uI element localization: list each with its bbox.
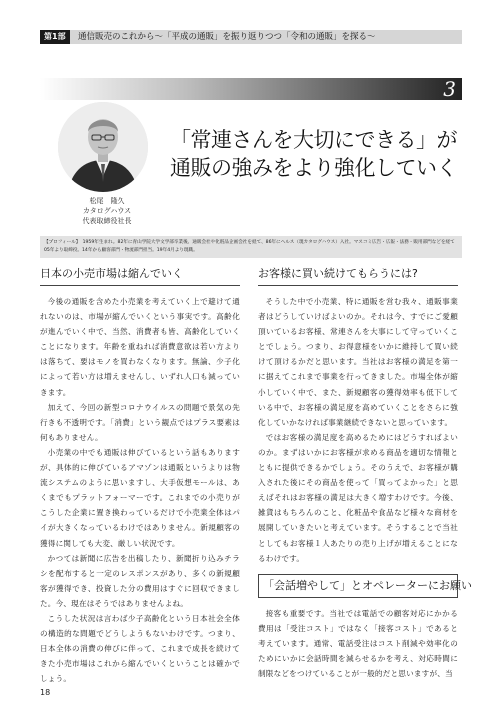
section-heading-boxed: 「会話増やして」とオペレーターにお願い [258, 574, 458, 598]
profile-box: 【プロフィール】 1959年生まれ。82年に青山学院大学文学部卒業後、通販会社や化粧品企画会社を経て、86年にヘルス（現カタログハウス）入社。マスコミ広告・広報・法務・販用部門などを経て05年より取締役。14年から顧客部門・物流部門担当。19年4月より現職。 [40, 236, 462, 258]
headline-line-1: 「常連さんを大切にできる」が [170, 128, 457, 152]
paragraph: 小売業の中でも通販は伸びているという話もありますが、具体的に伸びているアマゾンは通販というよりは物流システムのように思いますし、大手仮想モールは、あくまでもプラットフォーマーです。これまでの小売りがこうした企業に置き換わっているだけで小売業全体はパイが大きくなっているわけではありません。新規顧客の獲得に関しても大変、厳しい状況です。 [40, 447, 240, 548]
right-column [258, 266, 472, 681]
page-number: 18 [40, 688, 51, 697]
portrait-image [58, 102, 148, 192]
paragraph: そうした中で小売業、特に通販を営む我々、通販事業者はどうしていけばよいのか。それは今、すでにご愛顧頂いているお客様、常連さんを大事にして守っていくことでしょう。つまり、お得意様をいかに維持して買い続けて頂けるかだと思います。当社はお客様の満足を第一に据えてこれまで事業を行ってきました。市場全体が縮小していく中で、また、新規顧客の獲得効率も低下している中で、お客様の満足度を高めていくことをさらに強化していかなければ事業継続できないと思っています。 [258, 297, 458, 427]
headline-line-2: 通販の強みをより強化していく [170, 156, 457, 180]
section-heading: お客様に買い続けてもらうには? [258, 266, 458, 286]
paragraph: ではお客様の満足度を高めるためにはどうすればよいのか。まずはいかにお客様が求める商品を適切な情報とともに提供できるかでしょう。そのうえで、お客様が購入された後にその商品を使って「買ってよかった」と思えばそれはお客様の満足は大きく増すわけです。今後、雑貨はもちろんのこと、化粧品や食品など様々な商材を展開していきたいと考えています。そうすることで当社としてもお客様１人あたりの売り上げが増えることになるわけです。 [258, 432, 458, 563]
paragraph: こうした状況は言わば少子高齢化という日本社会全体の構造的な問題でどうしようもないわけです。つまり、日本全体の消費の伸びに伴って、これまで成長を続けてきた小売市場はこれから縮んでいくということは確かでしょう。 [40, 613, 240, 684]
paragraph: 接客も重要です。当社では電話での顧客対応にかかる費用は「受注コスト」ではなく「接客コスト」であると考えています。通常、電話受注はコスト削減や効率化のためにいかに会話時間を減らせるかを考え、対応時間に制限などをつけていることが一般的だと思いますが、当 [258, 608, 458, 679]
chapter-bar [40, 78, 462, 100]
person-name: 松尾 隆久 [89, 197, 125, 205]
person-caption [62, 196, 152, 226]
running-header-title: 通信販売のこれから～「平成の通販」を振り返りつつ「令和の通販」を探る～ [78, 32, 376, 42]
paragraph: 今後の通販を含めた小売業を考えていく上で避けて通れないのは、市場が縮んでいくという事実です。高齢化が進んでいく中で、当然、消費者も皆、高齢化していくことになります。年齢を重ねれば消費意欲は若い方よりは落ちて、要はモノを買わなくなります。無論、少子化によって若い方は増えませんし、いずれ人口も減っていきます。 [40, 297, 240, 397]
paragraph: 加えて、今回の新型コロナウイルスの問題で景気の先行きも不透明です。「消費」という観点ではプラス要素は何もありません。 [40, 402, 240, 442]
paragraph: かつては新聞に広告を出稿したり、新聞折り込みチラシを配布すると一定のレスポンスがあり、多くの新規顧客が獲得でき、投資した分の費用はすぐに回収できました。今、現在はそうではありませんよね。 [40, 553, 240, 608]
chapter-number: 3 [443, 77, 456, 101]
person-title: 代表取締役社長 [82, 217, 132, 225]
portrait-photo [58, 102, 148, 192]
headline [170, 126, 470, 182]
left-column [40, 266, 240, 686]
part-badge: 第1部 [40, 30, 70, 44]
person-company: カタログハウス [82, 207, 132, 215]
section-heading: 日本の小売市場は縮んでいく [40, 266, 240, 286]
